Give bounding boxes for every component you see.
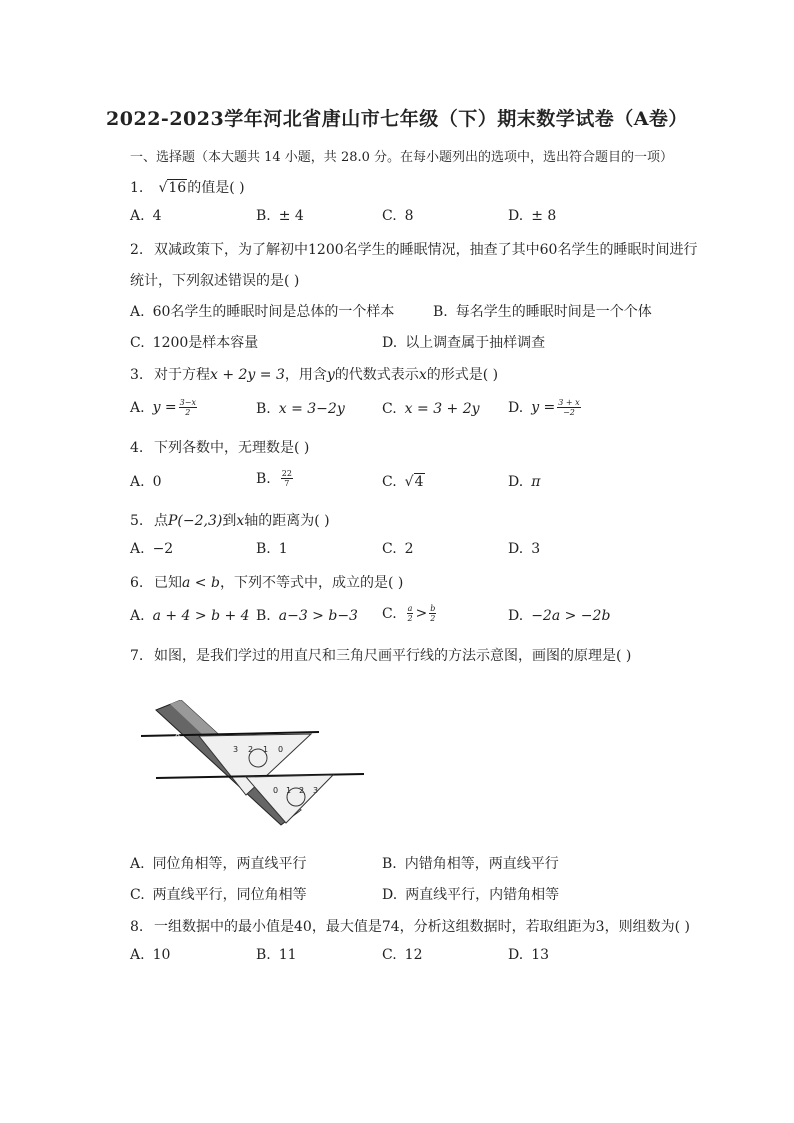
question-text: 的形式是( ) <box>426 367 499 383</box>
option-label: B. <box>256 470 271 487</box>
option-label: C. <box>382 474 397 490</box>
denominator: −2 <box>563 408 575 417</box>
option-text: 同位角相等，两直线平行 <box>152 856 307 872</box>
ruler-tick: 1 <box>188 744 194 753</box>
option-label: D. <box>508 399 524 416</box>
q7-option-d <box>382 884 559 904</box>
fraction <box>557 398 580 417</box>
exam-title: 2022-2023学年河北省唐山市七年级（下）期末数学试卷（A卷） <box>106 108 688 130</box>
question-text: 如图，是我们学过的用直尺和三角尺画平行线的方法示意图，画图的原理是( ) <box>154 648 632 664</box>
option-label: B. <box>256 208 271 224</box>
option-label: A. <box>130 399 145 416</box>
triangle-tick: 1 <box>286 786 292 795</box>
question-number: 2. <box>130 242 144 258</box>
question-5 <box>130 510 330 530</box>
q2-option-a <box>130 301 394 321</box>
option-label: C. <box>130 335 145 351</box>
option-text: 11 <box>278 947 297 963</box>
question-number: 7. <box>130 648 144 664</box>
sqrt-expression: √16 <box>158 180 187 196</box>
numerator: 22 <box>281 469 292 478</box>
question-text: 到 <box>222 513 237 529</box>
ruler-tick: 6 <box>242 799 248 808</box>
q4-option-b <box>256 469 295 488</box>
q7-option-a <box>130 853 307 873</box>
min-value: 40 <box>294 919 312 935</box>
q6-option-a <box>130 608 250 624</box>
option-text: y = <box>152 399 177 416</box>
option-label: D. <box>508 474 524 490</box>
ruler-tick: 5 <box>232 789 238 798</box>
section-heading: 一、选择题（本大题共 14 小题，共 28.0 分。在每小题列出的选项中，选出符合题目的一项） <box>130 150 674 165</box>
relation: > <box>415 605 428 622</box>
option-text: 3 <box>531 541 541 557</box>
option-text: 两直线平行，内错角相等 <box>405 887 560 903</box>
numerator: b <box>430 604 436 613</box>
question-number: 3. <box>130 367 144 383</box>
q8-option-c <box>382 947 423 963</box>
option-label: C. <box>382 208 397 224</box>
q6-option-d <box>508 608 610 624</box>
ruler-tick: 2 <box>199 756 205 765</box>
q8-option-a <box>130 947 170 963</box>
q1-option-a <box>130 208 161 224</box>
question-text: ，分析这组数据时，若取组距为 <box>399 919 596 935</box>
q8-option-b <box>256 947 297 963</box>
question-number: 4. <box>130 440 144 456</box>
numerator: a <box>407 604 413 613</box>
question-text: ，用含 <box>284 367 327 383</box>
option-text: −2a > −2b <box>531 608 611 624</box>
option-text: 0 <box>152 474 162 490</box>
q5-option-c <box>382 541 414 557</box>
question-1 <box>130 177 245 197</box>
option-text: ± 8 <box>531 208 557 224</box>
ruler-tick: 3 <box>210 766 216 775</box>
denominator: 7 <box>284 479 290 488</box>
question-4 <box>130 437 309 457</box>
option-label: B. <box>256 947 271 963</box>
option-text: −2 <box>152 541 174 557</box>
numerator: 3−x <box>179 398 196 407</box>
fraction <box>407 604 414 623</box>
option-text: 13 <box>531 947 550 963</box>
triangle-tick: 3 <box>313 786 319 795</box>
numerator: 3 + x <box>558 398 580 407</box>
question-text: 下列各数中，无理数是( ) <box>154 440 310 456</box>
q4-option-a <box>130 474 161 490</box>
denominator: 2 <box>185 408 191 417</box>
fraction <box>179 398 197 417</box>
option-label: A. <box>130 856 145 872</box>
option-text: π <box>531 474 541 490</box>
q7-option-b <box>382 853 559 873</box>
question-text: 的代数式表示 <box>334 367 419 383</box>
option-text: x = 3−2y <box>278 401 345 417</box>
question-number: 8. <box>130 919 144 935</box>
q3-option-d <box>508 398 583 417</box>
point: P(−2,3) <box>168 513 223 529</box>
variable: x <box>236 513 245 529</box>
option-label: A. <box>130 608 145 624</box>
q6-option-b <box>256 608 358 624</box>
ruler-tick: 0 <box>175 733 181 742</box>
q2-option-c <box>130 332 258 352</box>
question-text: 一组数据中的最小值是 <box>154 919 294 935</box>
option-label: A. <box>130 208 145 224</box>
option-label: A. <box>130 541 145 557</box>
option-label: D. <box>382 335 398 351</box>
question-number: 5. <box>130 513 144 529</box>
question-text: 双减政策下，为了解初中1200名学生的睡眠情况，抽查了其中60名学生的睡眠时间进行 <box>154 242 698 258</box>
triangle-tick: 2 <box>299 786 305 795</box>
q3-option-a <box>130 398 199 417</box>
option-label: B. <box>256 401 271 417</box>
option-text: a−3 > b−3 <box>278 608 358 624</box>
condition: a < b <box>182 575 220 591</box>
question-text: ，最大值是 <box>311 919 382 935</box>
ruler-tick: 4 <box>222 778 228 787</box>
triangle-tick: 2 <box>248 745 254 754</box>
q3-option-b <box>256 401 345 417</box>
question-text: 已知 <box>154 575 182 591</box>
question-text: 对于方程 <box>154 367 210 383</box>
q8-option-d <box>508 947 549 963</box>
q4-option-c <box>382 474 425 490</box>
fraction <box>281 469 293 488</box>
option-text: 12 <box>404 947 423 963</box>
q6-option-c <box>382 604 438 623</box>
radicand: 16 <box>168 180 187 196</box>
radicand: 4 <box>414 474 424 490</box>
q7-option-c <box>130 884 307 904</box>
triangle-tick: 1 <box>263 745 269 754</box>
option-label: C. <box>130 887 145 903</box>
option-text: ± 4 <box>278 208 304 224</box>
q2-option-d <box>382 332 545 352</box>
q1-option-d <box>508 208 556 224</box>
option-text: 1 <box>278 541 288 557</box>
q4-option-d <box>508 474 540 490</box>
question-7 <box>130 645 631 665</box>
option-label: B. <box>256 608 271 624</box>
denominator: 2 <box>430 614 436 623</box>
option-text: a + 4 > b + 4 <box>152 608 250 624</box>
option-label: A. <box>130 947 145 963</box>
q5-option-d <box>508 541 540 557</box>
q3-option-c <box>382 401 480 417</box>
question-3 <box>130 364 498 384</box>
denominator: 2 <box>407 614 413 623</box>
option-text: 每名学生的睡眠时间是一个个体 <box>455 304 652 320</box>
option-label: A. <box>130 304 145 320</box>
triangle-tick: 3 <box>233 745 239 754</box>
option-label: D. <box>382 887 398 903</box>
q1-option-c <box>382 208 414 224</box>
option-text: x = 3 + 2y <box>404 401 480 417</box>
option-text: 1200是样本容量 <box>152 335 259 351</box>
q1-option-b <box>256 208 304 224</box>
option-label: B. <box>382 856 397 872</box>
ruler-triangle-figure <box>136 700 366 840</box>
group-width: 3 <box>595 919 605 935</box>
question-2-continued: 统计，下列叙述错误的是( ) <box>130 273 300 289</box>
question-number: 1. <box>130 180 144 196</box>
option-text: 2 <box>404 541 414 557</box>
question-text: 轴的距离为( ) <box>244 513 330 529</box>
question-2 <box>130 239 697 259</box>
fraction <box>429 604 436 623</box>
option-label: A. <box>130 474 145 490</box>
option-label: B. <box>433 304 448 320</box>
option-label: C. <box>382 541 397 557</box>
triangle-tick: 0 <box>278 745 284 754</box>
option-label: C. <box>382 605 397 622</box>
sqrt-expression: √4 <box>404 474 424 490</box>
variable: y <box>326 367 335 383</box>
option-label: D. <box>508 208 524 224</box>
triangle-tick: 0 <box>273 786 279 795</box>
option-text: 以上调查属于抽样调查 <box>405 335 546 351</box>
option-label: D. <box>508 608 524 624</box>
question-number: 6. <box>130 575 144 591</box>
option-text: 4 <box>152 208 162 224</box>
option-text: 8 <box>404 208 414 224</box>
option-text: 两直线平行，同位角相等 <box>152 887 307 903</box>
option-text: 10 <box>152 947 171 963</box>
option-text: y = <box>531 399 556 416</box>
question-text: 的值是( ) <box>187 180 245 196</box>
option-label: C. <box>382 401 397 417</box>
question-6 <box>130 572 403 592</box>
option-label: B. <box>256 541 271 557</box>
question-text: ，下列不等式中，成立的是( ) <box>219 575 404 591</box>
equation: x + 2y = 3 <box>210 367 285 383</box>
q2-option-b <box>433 301 652 321</box>
q5-option-b <box>256 541 288 557</box>
question-text: ，则组数为( ) <box>604 919 690 935</box>
variable: x <box>418 367 427 383</box>
option-label: C. <box>382 947 397 963</box>
option-text: 60名学生的睡眠时间是总体的一个样本 <box>152 304 395 320</box>
question-text: 点 <box>154 513 168 529</box>
q5-option-a <box>130 541 173 557</box>
option-label: D. <box>508 947 524 963</box>
max-value: 74 <box>381 919 400 935</box>
question-8 <box>130 916 690 936</box>
option-label: D. <box>508 541 524 557</box>
option-text: 内错角相等，两直线平行 <box>404 856 559 872</box>
